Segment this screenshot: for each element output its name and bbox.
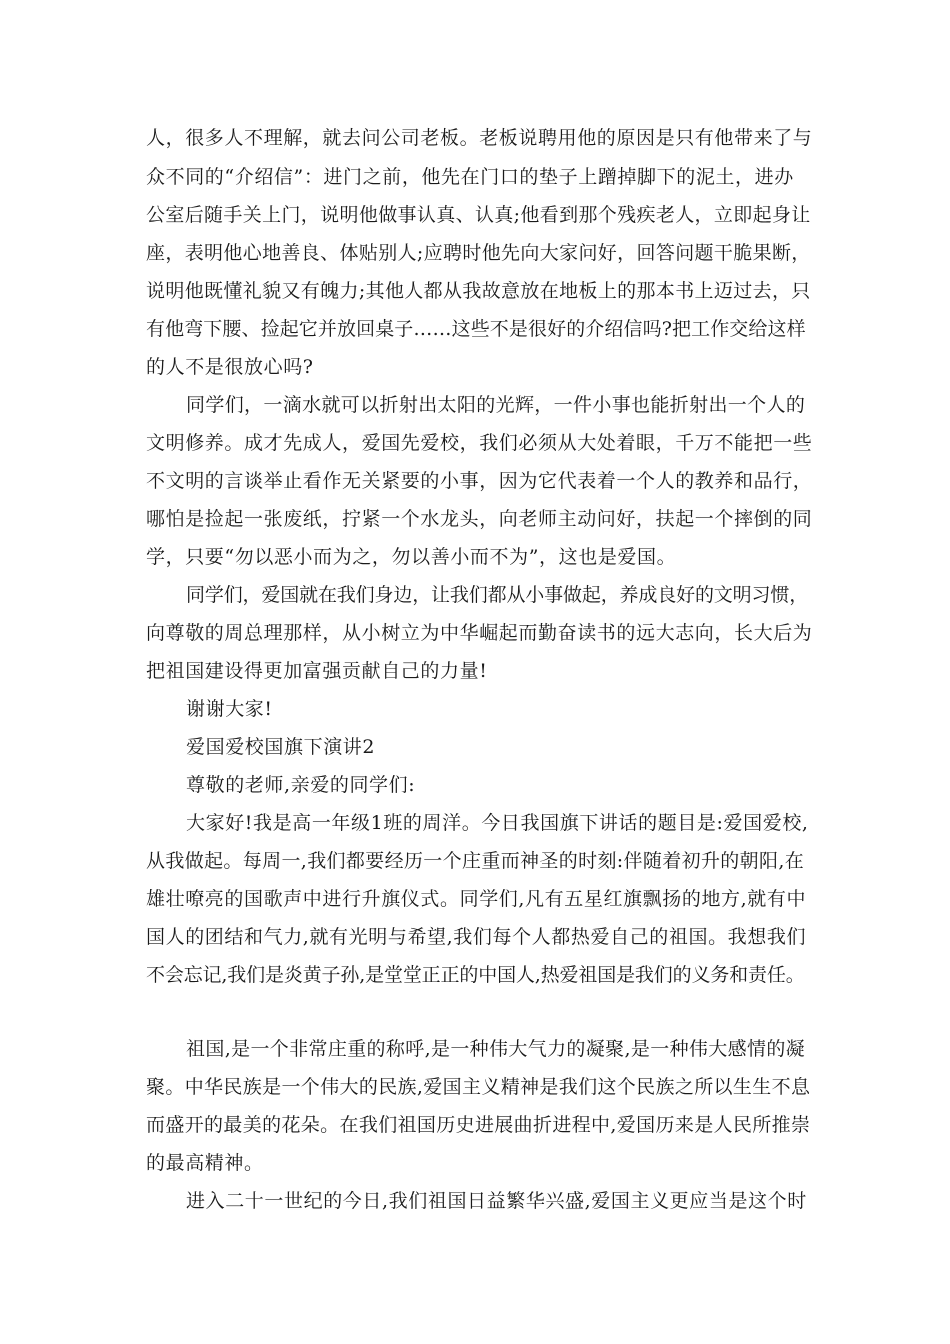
text-line: 同学们，一滴水就可以折射出太阳的光辉，一件小事也能折射出一个人的	[186, 394, 806, 416]
text-line: 不文明的言谈举止看作无关紧要的小事，因为它代表着一个人的教养和品行，	[146, 470, 813, 492]
text-line: 同学们，爱国就在我们身边，让我们都从小事做起，养成良好的文明习惯，	[186, 584, 809, 606]
text-line: 人，很多人不理解，就去问公司老板。老板说聘用他的原因是只有他带来了与	[146, 127, 813, 149]
salutation: 尊敬的老师,亲爱的同学们:	[186, 774, 416, 796]
text-line: 的人不是很放心吗?	[146, 356, 314, 378]
text-line: 进入二十一世纪的今日,我们祖国日益繁华兴盛,爱国主义更应当是这个时	[186, 1190, 807, 1212]
text-line: 大家好!我是高一年级1班的周洋。今日我国旗下讲话的题目是:爱国爱校,	[186, 812, 809, 834]
text-line: 众不同的“介绍信”：进门之前，他先在门口的垫子上蹭掉脚下的泥土，进办	[146, 166, 794, 188]
text-line: 哪怕是捡起一张废纸，拧紧一个水龙头，向老师主动问好，扶起一个摔倒的同	[146, 508, 813, 530]
text-line: 祖国,是一个非常庄重的称呼,是一种伟大气力的凝聚,是一种伟大感情的凝	[186, 1038, 806, 1060]
text-line: 说明他既懂礼貌又有魄力;其他人都从我故意放在地板上的那本书上迈过去，只	[146, 280, 811, 302]
text-line: 谢谢大家!	[186, 698, 273, 720]
text-line: 从我做起。每周一,我们都要经历一个庄重而神圣的时刻:伴随着初升的朝阳,在	[146, 850, 805, 872]
text-line: 聚。中华民族是一个伟大的民族,爱国主义精神是我们这个民族之所以生生不息	[146, 1076, 811, 1098]
text-line: 不会忘记,我们是炎黄子孙,是堂堂正正的中国人,热爱祖国是我们的义务和责任。	[146, 964, 805, 986]
text-line: 文明修养。成才先成人，爱国先爱校，我们必须从大处着眼，千万不能把一些	[146, 432, 813, 454]
text-line: 而盛开的最美的花朵。在我们祖国历史进展曲折进程中,爱国历来是人民所推崇	[146, 1114, 811, 1136]
text-line: 座，表明他心地善良、体贴别人;应聘时他先向大家问好，回答问题干脆果断，	[146, 242, 811, 264]
text-line: 向尊敬的周总理那样，从小树立为中华崛起而勤奋读书的远大志向，长大后为	[146, 622, 813, 644]
text-line: 把祖国建设得更加富强贡献自己的力量!	[146, 660, 488, 682]
text-line: 有他弯下腰、捡起它并放回桌子……这些不是很好的介绍信吗?把工作交给这样	[146, 318, 806, 340]
text-line: 雄壮嘹亮的国歌声中进行升旗仪式。同学们,凡有五星红旗飘扬的地方,就有中	[146, 888, 807, 910]
section-title: 爱国爱校国旗下演讲2	[186, 736, 376, 758]
text-line: 学，只要“勿以恶小而为之，勿以善小而不为”，这也是爱国。	[146, 546, 677, 568]
text-line: 公室后随手关上门，说明他做事认真、认真;他看到那个残疾老人，立即起身让	[146, 204, 811, 226]
text-line: 国人的团结和气力,就有光明与希望,我们每个人都热爱自己的祖国。我想我们	[146, 926, 807, 948]
text-line: 的最高精神。	[146, 1152, 264, 1174]
